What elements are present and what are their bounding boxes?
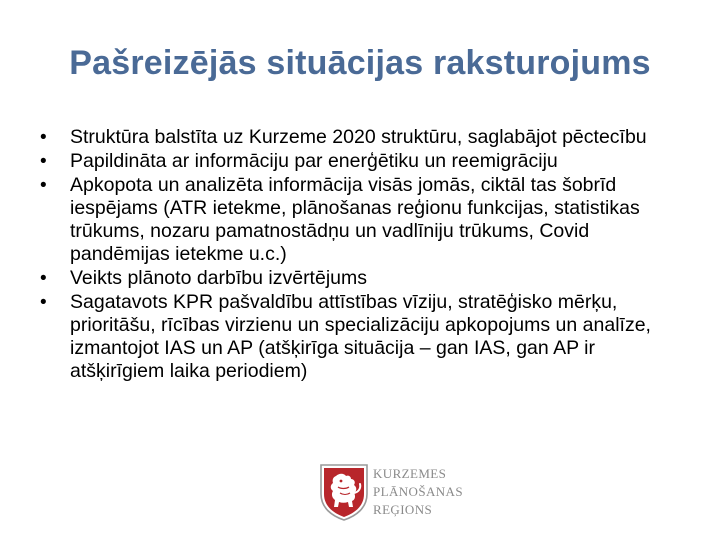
- bullet-item: [40, 291, 690, 383]
- bullet-text: Struktūra balstīta uz Kurzeme 2020 struktūru, saglabājot pēctecību: [70, 126, 647, 148]
- bullet-text: Papildināta ar informāciju par enerģētiku un reemigrāciju: [70, 150, 558, 172]
- logo-line-2: PLĀNOŠANAS: [373, 484, 463, 499]
- bullet-text: Apkopota un analizēta informācija visās jomās, ciktāl tas šobrīd iespējams (ATR ietekme, plānošanas reģionu funkcijas, statistikas trūkums, nozaru pamatnostādņu un vadlīniju trūkums, Covid pandēmijas ietekme u.c.): [70, 174, 640, 265]
- logo-line-1: KURZEMES: [373, 466, 447, 481]
- bullet-dot: •: [40, 151, 47, 172]
- lion-shield-icon: [318, 462, 370, 522]
- bullet-list: [40, 126, 690, 384]
- bullet-dot: •: [40, 292, 47, 313]
- bullet-item: [40, 126, 690, 149]
- bullet-dot: •: [40, 268, 47, 289]
- kurzeme-planning-region-logo: [318, 462, 488, 522]
- slide-title: Pašreizējās situācijas raksturojums: [69, 44, 651, 82]
- bullet-dot: •: [40, 127, 47, 148]
- bullet-dot: •: [40, 175, 47, 196]
- bullet-item: [40, 174, 690, 266]
- bullet-text: Sagatavots KPR pašvaldību attīstības vīziju, stratēģisko mērķu, prioritāšu, rīcības virzienu un specializāciju apkopojums un analīze, izmantojot IAS un AP (atšķirīga situācija – gan IAS, gan AP ir atšķirīgiem laika periodiem): [70, 291, 651, 382]
- logo-text: [373, 465, 493, 519]
- bullet-text: Veikts plānoto darbību izvērtējums: [70, 267, 367, 289]
- bullet-item: [40, 150, 690, 173]
- logo-line-3: REĢIONS: [373, 502, 433, 517]
- bullet-item: [40, 267, 690, 290]
